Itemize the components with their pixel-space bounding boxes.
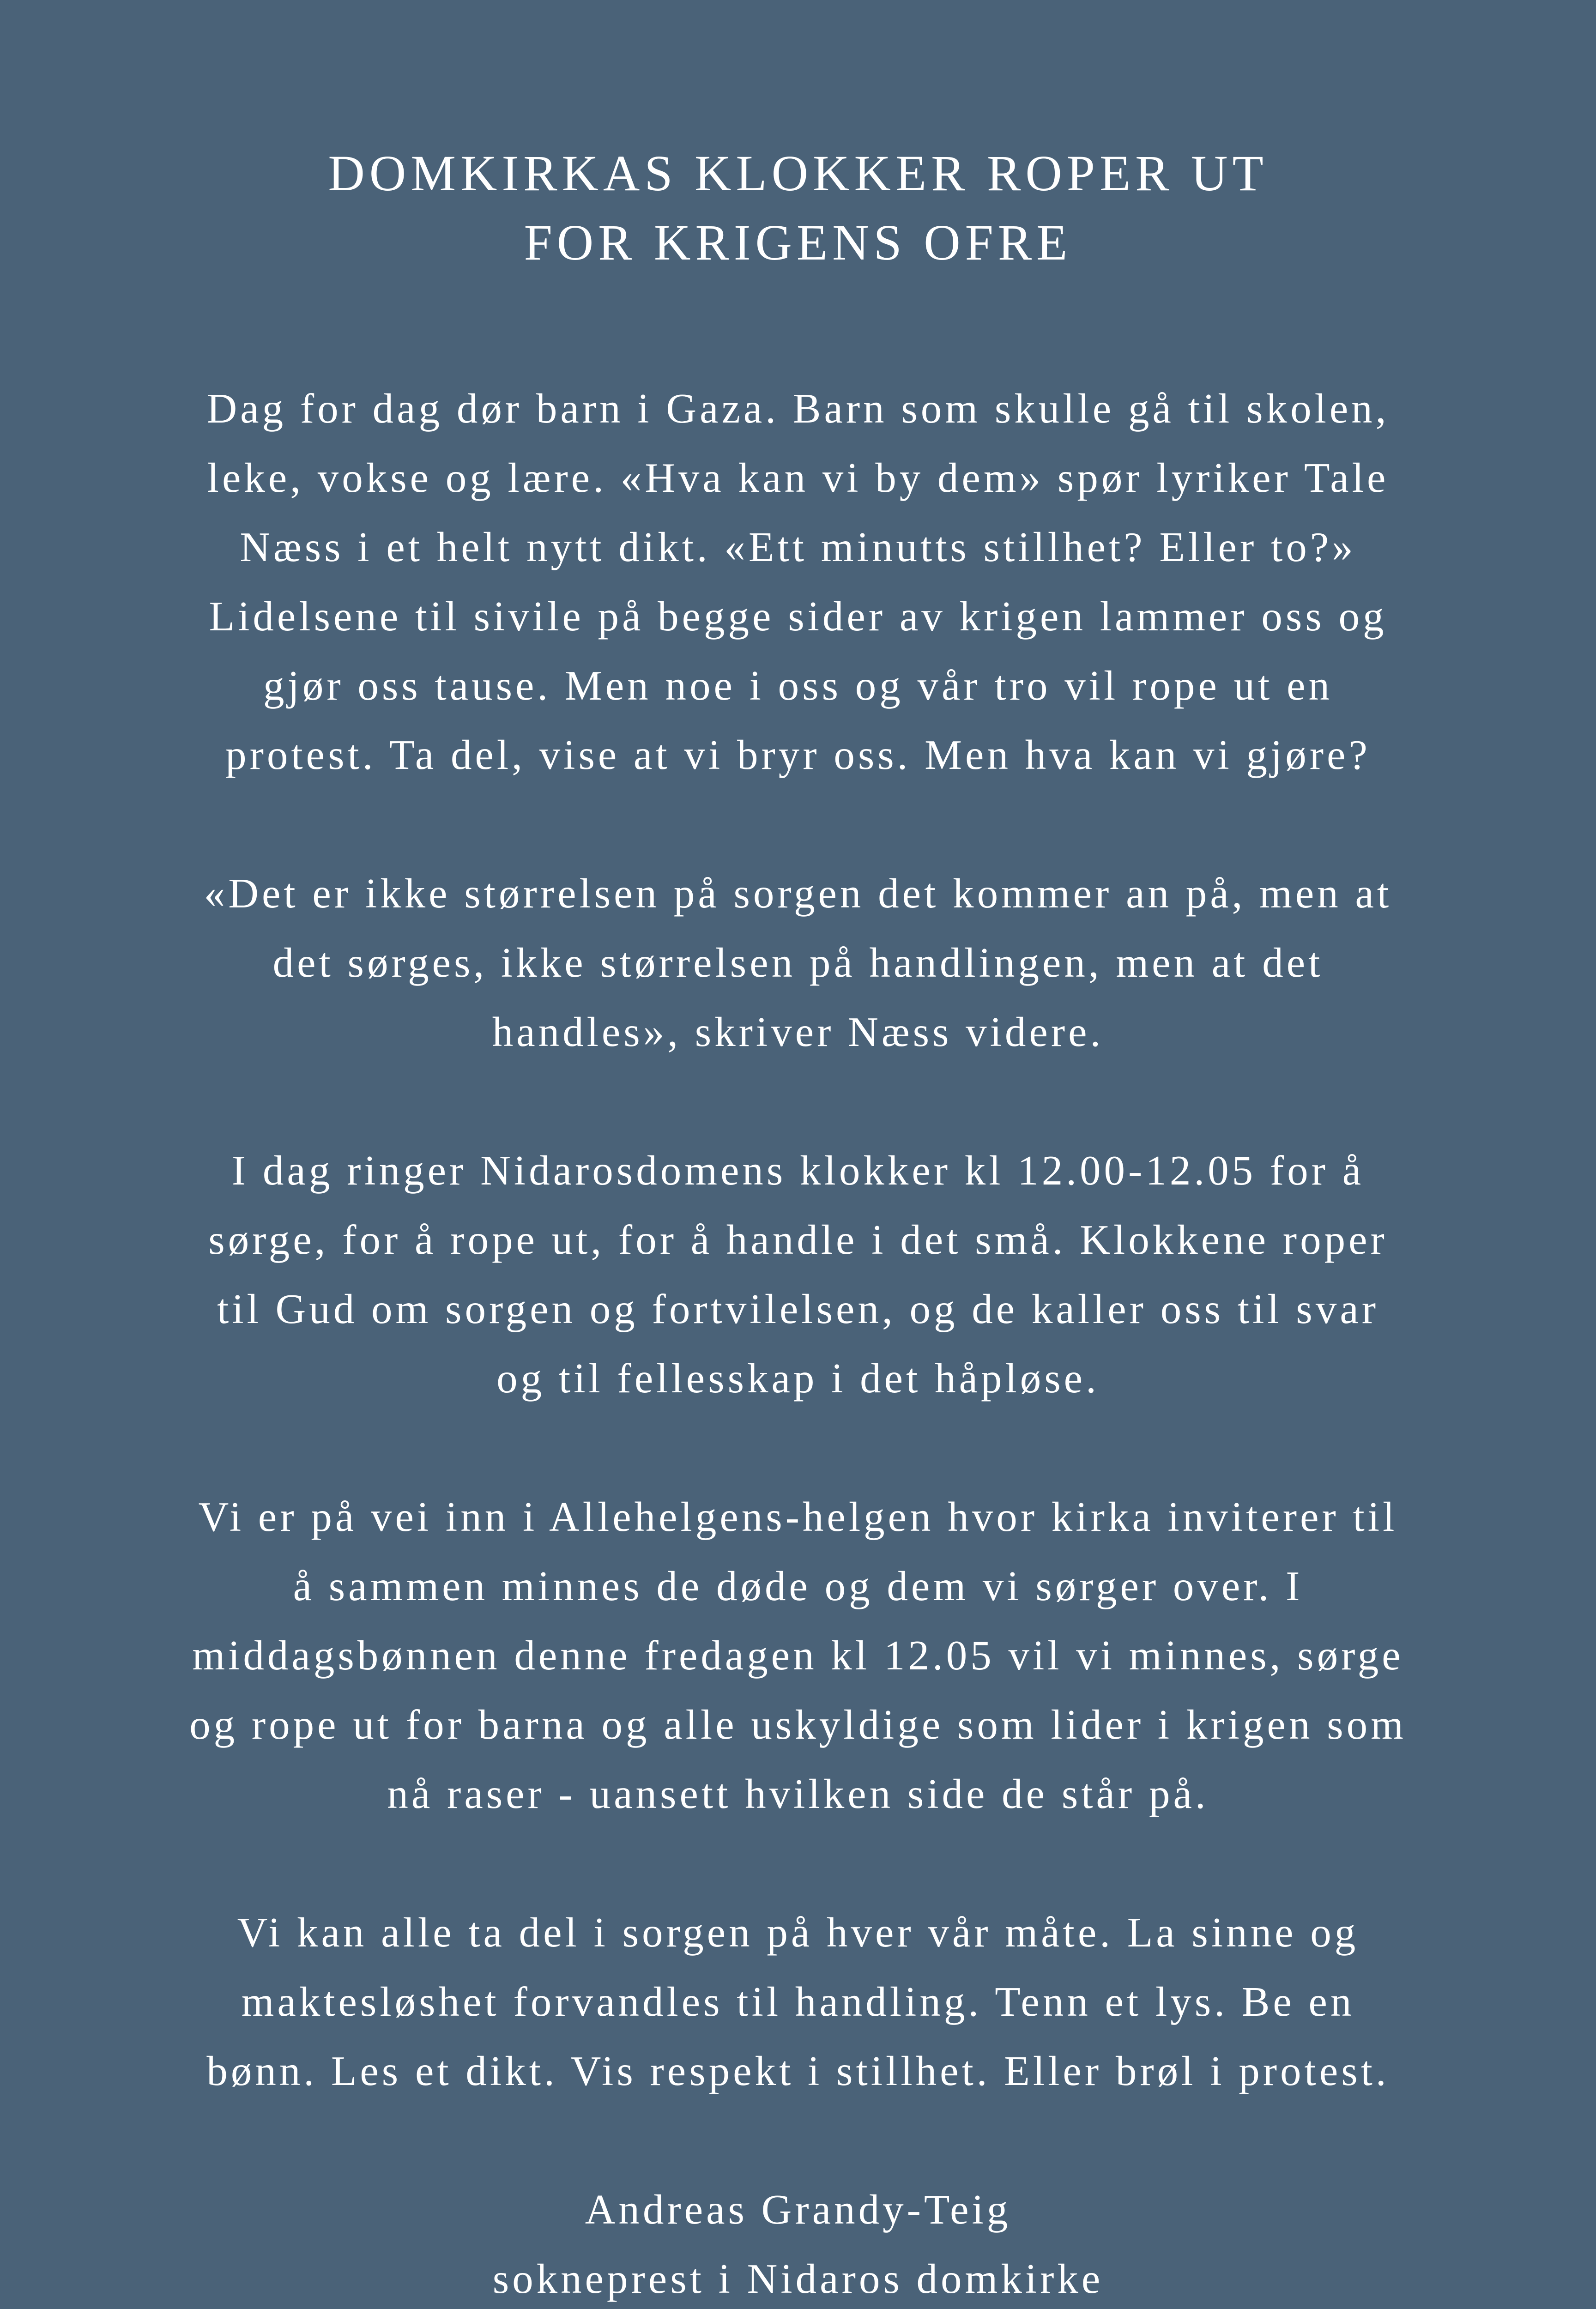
title-line-2: FOR KRIGENS OFRE	[524, 214, 1072, 271]
text-line: nå raser - uansett hvilken side de står på.	[387, 1771, 1209, 1817]
page-title	[105, 139, 1491, 277]
text-line: bønn. Les et dikt. Vis respekt i stillhet. Eller brøl i protest.	[206, 2048, 1390, 2094]
text-line: og til fellesskap i det håpløse.	[496, 1355, 1100, 1402]
text-line: Lidelsene til sivile på begge sider av krigen lammer oss og	[209, 593, 1387, 640]
paragraph-4	[59, 1482, 1537, 1829]
text-line: sørge, for å rope ut, for å handle i det små. Klokkene roper	[208, 1216, 1388, 1263]
paragraph-1	[59, 374, 1537, 790]
signature-name: Andreas Grandy-Teig	[585, 2186, 1011, 2233]
text-line: leke, vokse og lære. «Hva kan vi by dem» spør lyriker Tale	[207, 454, 1389, 501]
text-line: I dag ringer Nidarosdomens klokker kl 12.00-12.05 for å	[231, 1147, 1365, 1194]
signature-role: sokneprest i Nidaros domkirke	[492, 2255, 1104, 2302]
title-line-1: DOMKIRKAS KLOKKER ROPER UT	[328, 145, 1268, 201]
text-line: det sørges, ikke størrelsen på handlingen, men at det	[272, 939, 1324, 986]
signature-block	[59, 2175, 1537, 2309]
text-line: gjør oss tause. Men noe i oss og vår tro vil rope ut en	[263, 662, 1333, 709]
text-line: Vi kan alle ta del i sorgen på hver vår måte. La sinne og	[237, 1909, 1359, 1956]
text-line: å sammen minnes de døde og dem vi sørger over. I	[293, 1563, 1303, 1609]
paragraph-2	[59, 859, 1537, 1067]
article-body	[0, 374, 1596, 2309]
text-line: protest. Ta del, vise at vi bryr oss. Men hva kan vi gjøre?	[225, 731, 1371, 778]
text-line: middagsbønnen denne fredagen kl 12.05 vil vi minnes, sørge	[192, 1632, 1404, 1679]
text-line: til Gud om sorgen og fortvilelsen, og de kaller oss til svar	[217, 1286, 1379, 1332]
text-line: Vi er på vei inn i Allehelgens-helgen hvor kirka inviterer til	[198, 1493, 1398, 1540]
paragraph-5	[59, 1898, 1537, 2106]
paragraph-3	[59, 1136, 1537, 1413]
text-line: Dag for dag dør barn i Gaza. Barn som skulle gå til skolen,	[206, 385, 1390, 432]
text-line: og rope ut for barna og alle uskyldige som lider i krigen som	[189, 1701, 1407, 1748]
text-line: Næss i et helt nytt dikt. «Ett minutts stillhet? Eller to?»	[240, 524, 1356, 570]
text-line: handles», skriver Næss videre.	[492, 1009, 1104, 1055]
text-line: maktesløshet forvandles til handling. Tenn et lys. Be en	[241, 1978, 1355, 2025]
text-line: «Det er ikke størrelsen på sorgen det kommer an på, men at	[204, 870, 1392, 917]
